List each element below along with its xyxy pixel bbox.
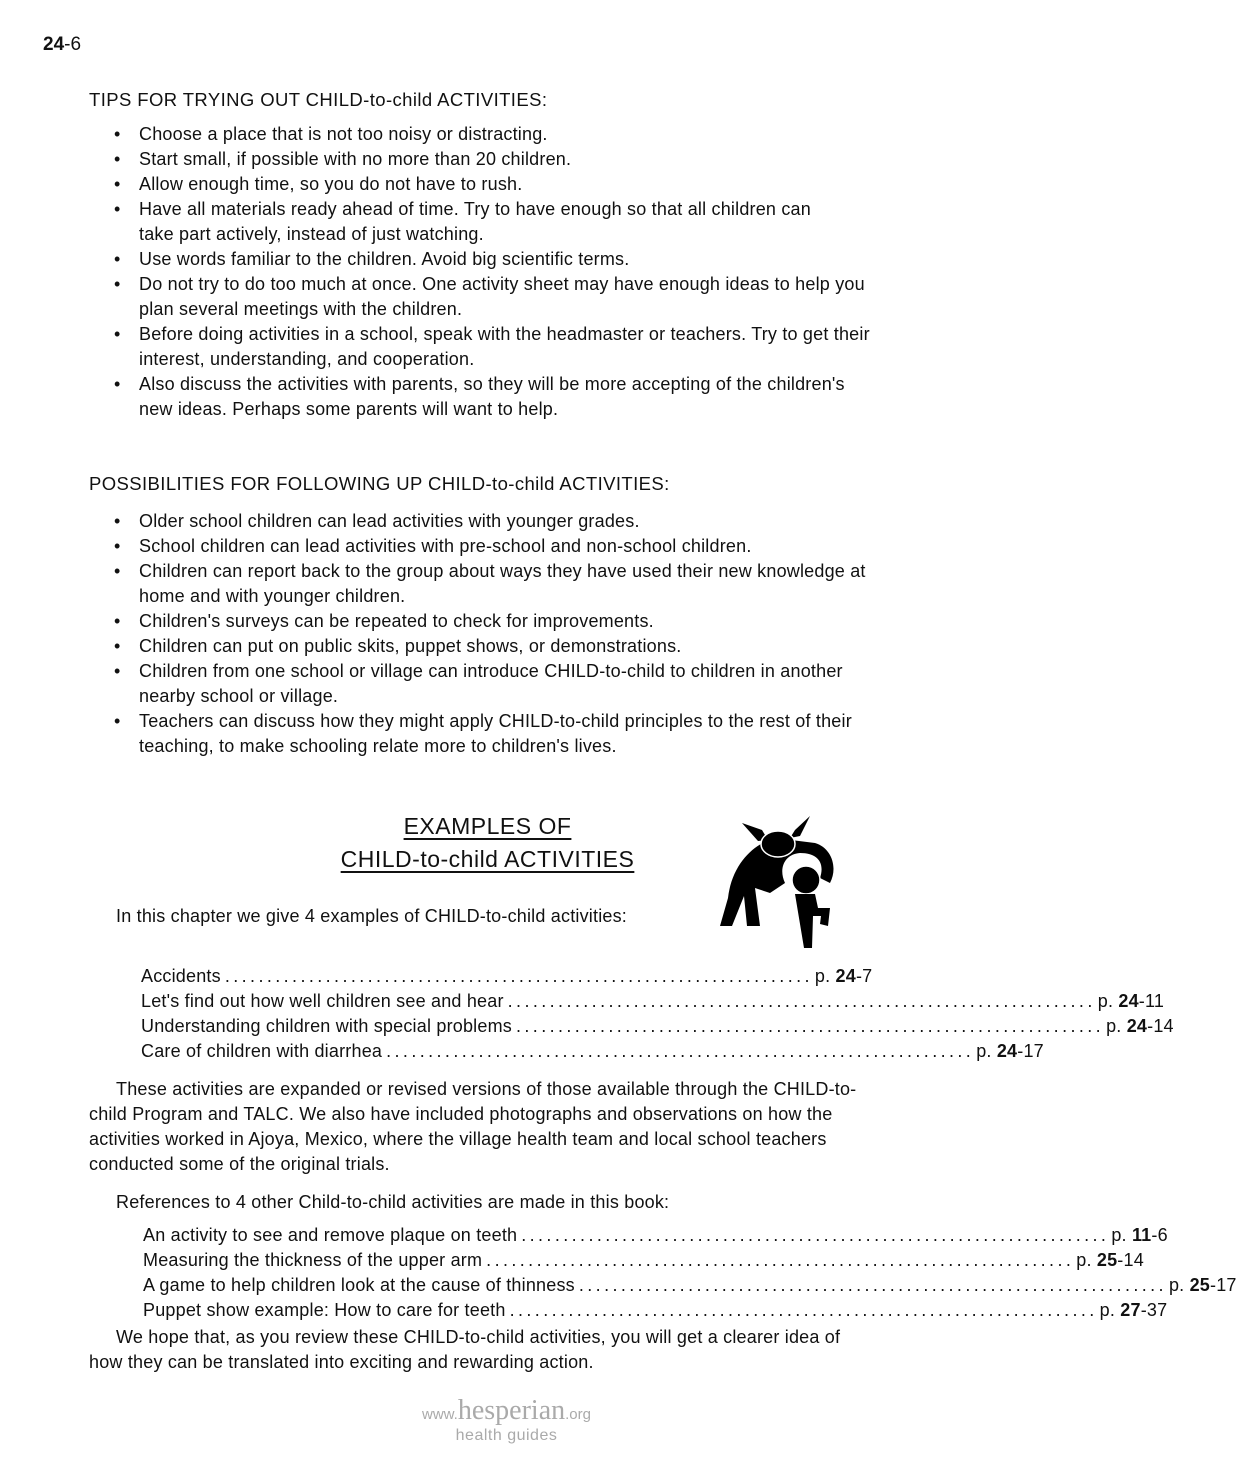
page-chapter: 24 — [43, 34, 65, 55]
reference-page — [1167, 1273, 1237, 1298]
list-item: • School children can lead activities with pre-school and non-school children. — [112, 534, 912, 559]
list-item: • Before doing activities in a school, speak with the headmaster or teachers. Try to get their interest, understanding, and cooperation. — [112, 322, 889, 372]
section-title — [300, 810, 675, 876]
reference-page — [1109, 1223, 1167, 1248]
reference-page-number: -6 — [1151, 1225, 1168, 1245]
toc-page-chapter: 24 — [835, 966, 856, 986]
tips-heading: TIPS FOR TRYING OUT CHILD-to-child ACTIVITIES: — [89, 89, 548, 110]
reference-page — [1074, 1248, 1144, 1273]
reference-label: Measuring the thickness of the upper arm — [143, 1250, 483, 1270]
toc-page-number: -7 — [855, 966, 873, 986]
list-item: • Do not try to do too much at once. One activity sheet may have enough ideas to help you plan several meetings with the children. — [112, 272, 869, 322]
reference-page-number: -14 — [1117, 1250, 1144, 1270]
list-item: • Older school children can lead activities with younger grades. — [112, 509, 912, 534]
followup-heading: POSSIBILITIES FOR FOLLOWING UP CHILD-to-child ACTIVITIES: — [89, 473, 670, 494]
footer-tld: .org — [565, 1406, 591, 1423]
toc-page-chapter: 24 — [1126, 1016, 1148, 1036]
toc-page-prefix: p. — [814, 966, 836, 986]
toc-leader: ...................................................................... — [507, 991, 1096, 1011]
footer-www: www. — [422, 1406, 458, 1423]
toc-page-number: -14 — [1147, 1016, 1174, 1036]
toc-leader: ...................................................................... — [516, 1016, 1105, 1036]
reference-page — [1098, 1298, 1168, 1323]
reference-page-prefix: p. — [1099, 1300, 1121, 1320]
footer-tagline: health guides — [455, 1427, 558, 1444]
toc-entry[interactable] — [141, 1039, 1044, 1064]
list-item: • Children's surveys can be repeated to check for improvements. — [112, 609, 912, 634]
list-item: • Also discuss the activities with parents, so they will be more accepting of the children's new ideas. Perhaps some parents will want to help. — [112, 372, 879, 422]
reference-leader: ...................................................................... — [509, 1300, 1098, 1320]
references-list — [143, 1223, 1237, 1323]
footer-url — [0, 1396, 1013, 1426]
list-item: • Choose a place that is not too noisy or distracting. — [112, 122, 912, 147]
reference-label: An activity to see and remove plaque on teeth — [143, 1225, 518, 1245]
hesperian-watermark — [0, 1396, 1013, 1446]
reference-page-prefix: p. — [1076, 1250, 1097, 1270]
toc-page-number: -11 — [1138, 991, 1165, 1011]
reference-entry[interactable] — [143, 1298, 1168, 1323]
toc-label: Understanding children with special problems — [141, 1016, 512, 1036]
toc-entry[interactable] — [141, 989, 1165, 1014]
reference-leader: ...................................................................... — [578, 1275, 1167, 1295]
reference-page-chapter: 25 — [1096, 1250, 1118, 1270]
list-item: • Allow enough time, so you do not have to rush. — [112, 172, 912, 197]
toc-page-prefix: p. — [1097, 991, 1119, 1011]
page-sub: -6 — [64, 34, 82, 55]
reference-entry[interactable] — [143, 1223, 1168, 1248]
list-item: • Use words familiar to the children. Avoid big scientific terms. — [112, 247, 912, 272]
list-item: • Teachers can discuss how they might apply CHILD-to-child principles to the rest of their teaching, to make schooling relate more to children's lives. — [112, 709, 919, 759]
section-title-line2: CHILD-to-child ACTIVITIES — [340, 846, 635, 872]
toc-page — [1096, 989, 1164, 1014]
closing-paragraph: We hope that, as you review these CHILD-to-child activities, you will get a clearer idea of how they can be translated into exciting and rewarding action. — [89, 1327, 841, 1372]
toc-label: Accidents — [141, 966, 221, 986]
reference-label: A game to help children look at the cause of thinness — [143, 1275, 575, 1295]
reference-leader: ...................................................................... — [521, 1225, 1110, 1245]
toc-entry[interactable] — [141, 964, 873, 989]
tips-list — [112, 122, 912, 422]
toc-page-chapter: 24 — [1118, 991, 1139, 1011]
child-to-child-logo-icon — [700, 808, 845, 948]
reference-page-prefix: p. — [1111, 1225, 1132, 1245]
reference-page-chapter: 25 — [1189, 1275, 1210, 1295]
references-intro: References to 4 other Child-to-child activities are made in this book: — [116, 1192, 670, 1212]
reference-page-number: -37 — [1140, 1300, 1168, 1320]
list-item: • Children can report back to the group about ways they have used their new knowledge at home and with younger children. — [112, 559, 909, 609]
toc-leader: ...................................................................... — [386, 1041, 975, 1061]
reference-page-prefix: p. — [1168, 1275, 1190, 1295]
toc-page-prefix: p. — [976, 1041, 997, 1061]
toc-page — [974, 1039, 1044, 1064]
followup-list — [112, 509, 912, 759]
reference-page-number: -17 — [1210, 1275, 1237, 1295]
reference-entry[interactable] — [143, 1273, 1237, 1298]
toc-label: Let's find out how well children see and hear — [141, 991, 504, 1011]
reference-page-chapter: 27 — [1120, 1300, 1141, 1320]
toc-page-chapter: 24 — [996, 1041, 1018, 1061]
toc-label: Care of children with diarrhea — [141, 1041, 383, 1061]
list-item: • Start small, if possible with no more than 20 children. — [112, 147, 912, 172]
list-item: • Children can put on public skits, puppet shows, or demonstrations. — [112, 634, 912, 659]
page-number — [43, 34, 81, 56]
list-item: • Children from one school or village can introduce CHILD-to-child to children in another nearby school or village. — [112, 659, 859, 709]
toc-entry[interactable] — [141, 1014, 1174, 1039]
toc-leader: ...................................................................... — [224, 966, 813, 986]
examples-toc — [141, 964, 1174, 1064]
toc-page-prefix: p. — [1106, 1016, 1127, 1036]
reference-page-chapter: 11 — [1131, 1225, 1152, 1245]
toc-page-number: -17 — [1017, 1041, 1044, 1061]
examples-intro: In this chapter we give 4 examples of CHILD-to-child activities: — [116, 906, 628, 926]
footer-brand: hesperian — [457, 1395, 566, 1426]
section-title-line1: EXAMPLES OF — [403, 813, 572, 839]
reference-entry[interactable] — [143, 1248, 1144, 1273]
reference-label: Puppet show example: How to care for teeth — [143, 1300, 506, 1320]
toc-page — [813, 964, 872, 989]
examples-description: These activities are expanded or revised versions of those available through the CHILD-to-child Program and TALC. We also have included photographs and observations on how the activities worked in Ajoya, Mexico, where the village health team and local school teachers conducted some of the original trials. — [89, 1079, 857, 1174]
toc-page — [1104, 1014, 1174, 1039]
list-item: • Have all materials ready ahead of time. Try to have enough so that all children can take part actively, instead of just watching. — [112, 197, 829, 247]
reference-leader: ...................................................................... — [486, 1250, 1075, 1270]
